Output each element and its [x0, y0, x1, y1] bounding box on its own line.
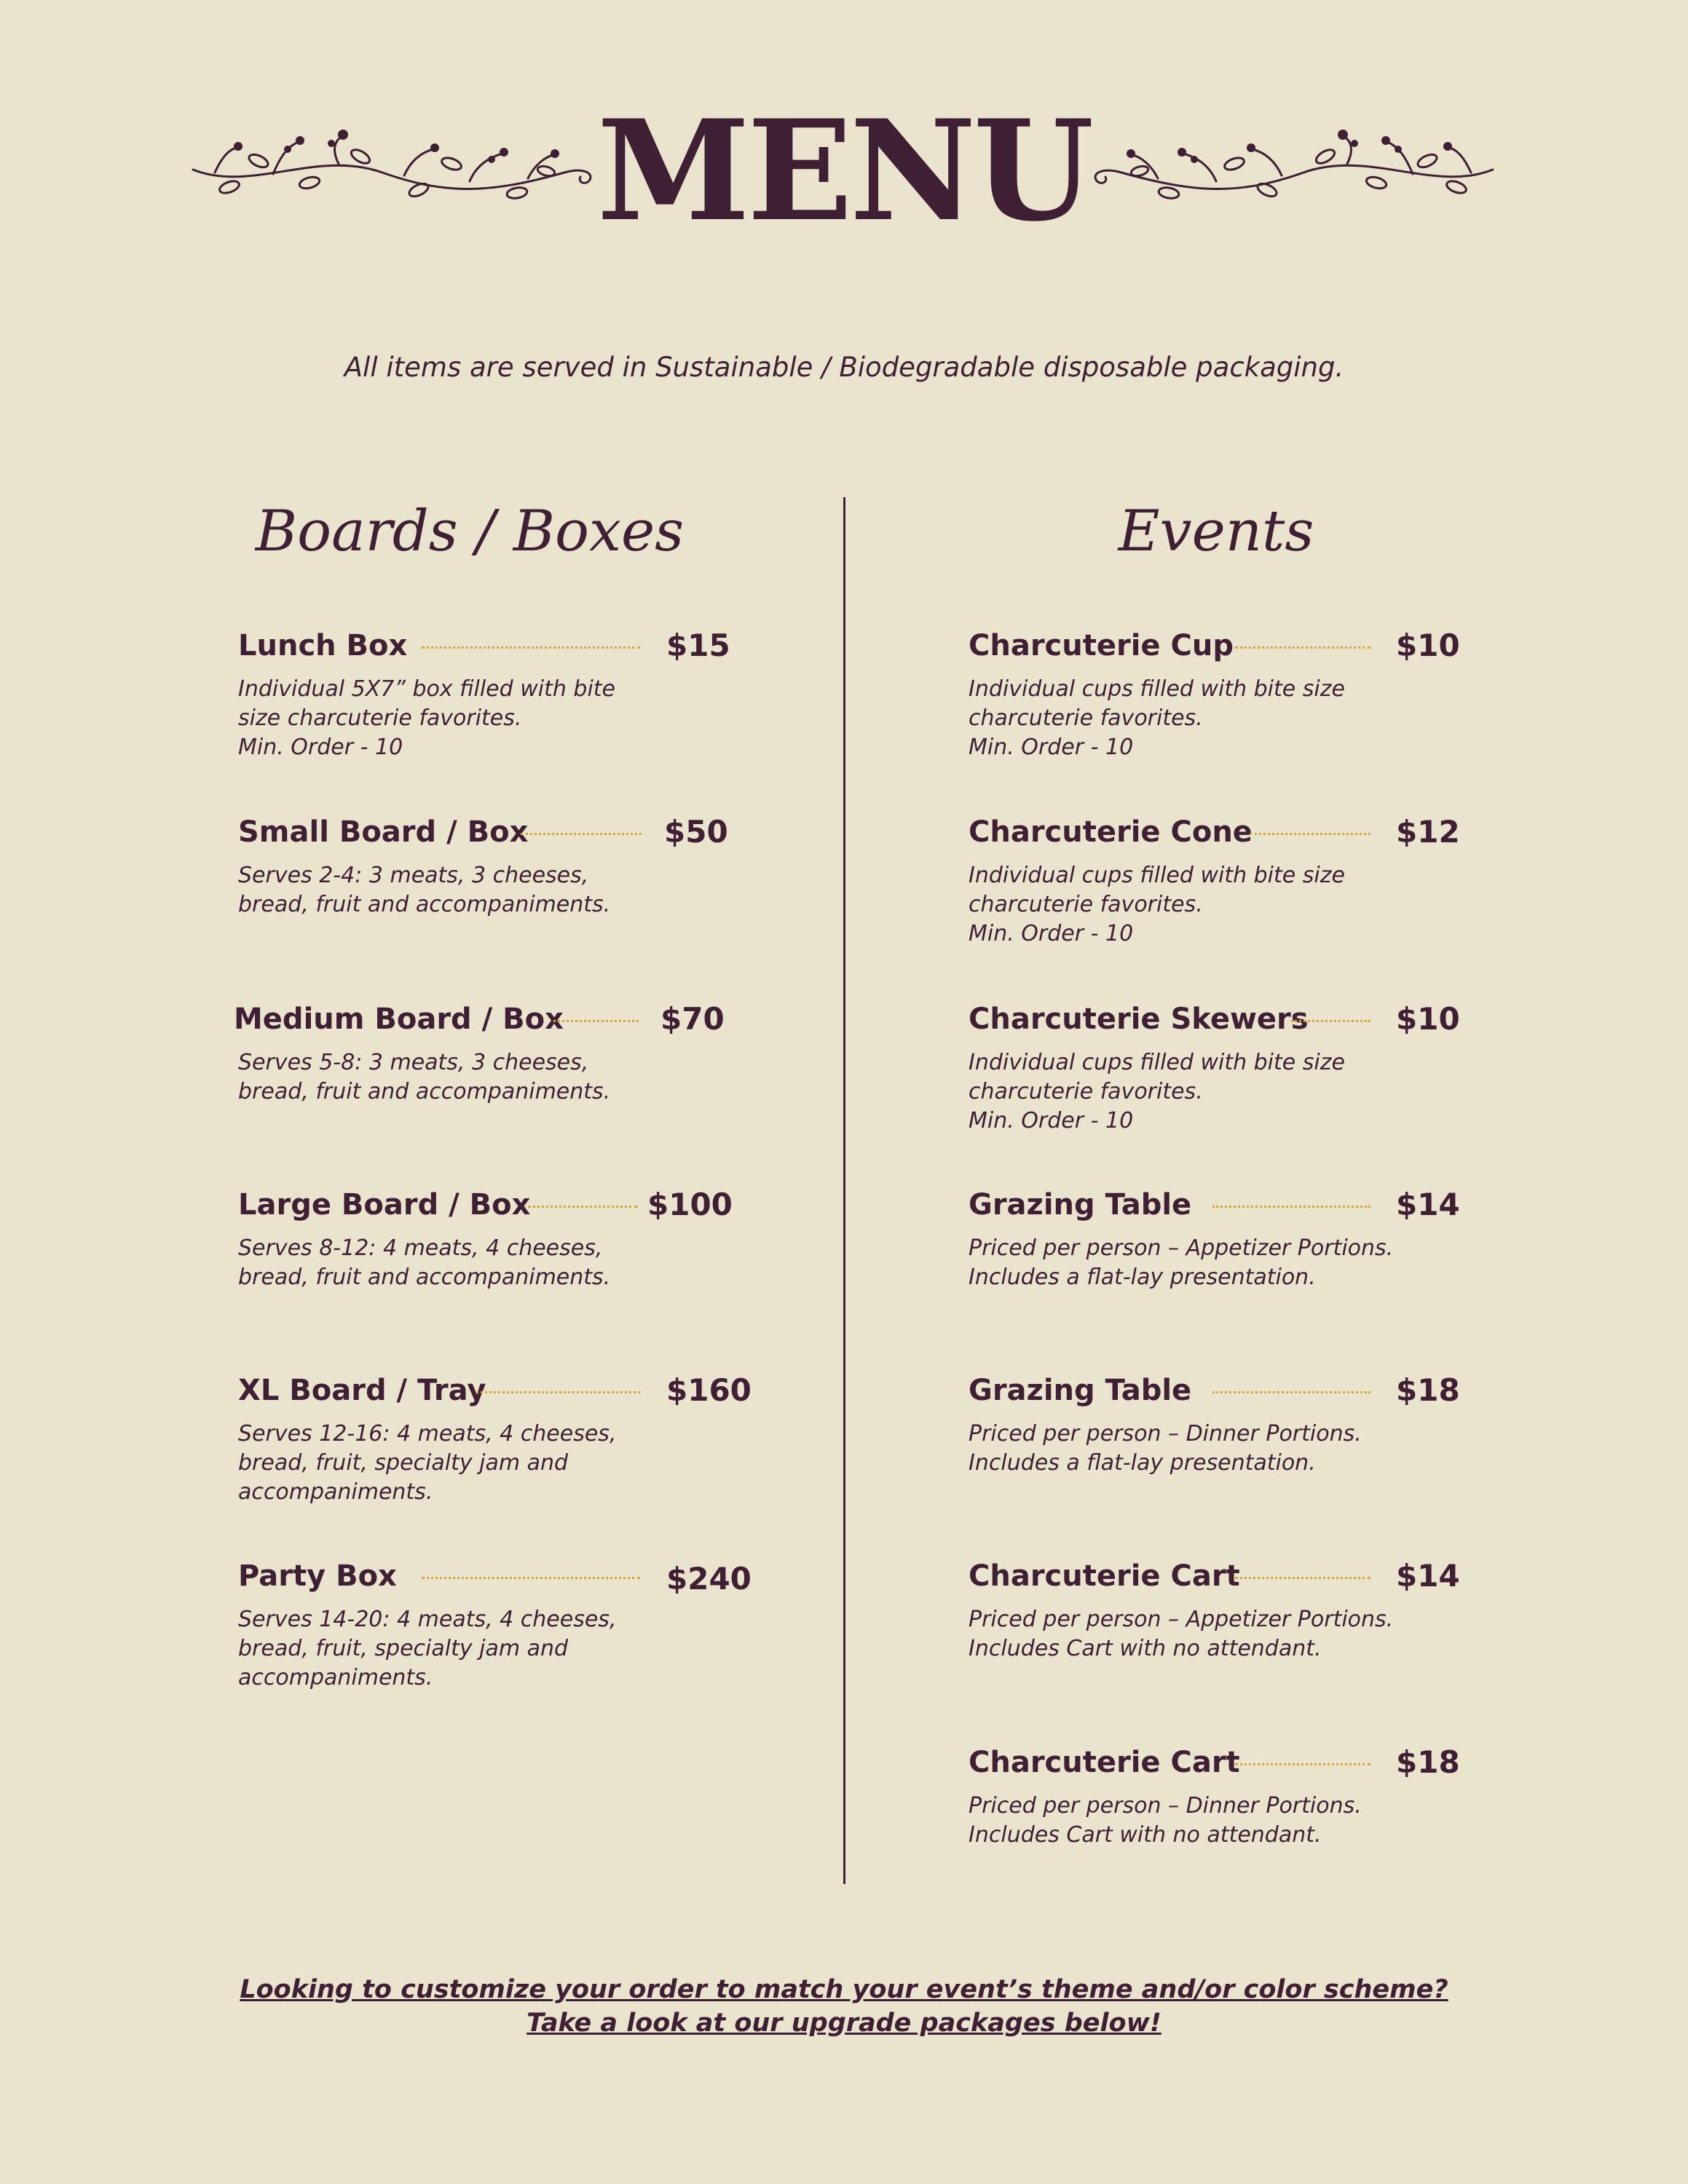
footer-line-1: Looking to customize your order to match your event’s theme and/or color scheme? [240, 1975, 1448, 2004]
item-name: Medium Board / Box [234, 1002, 564, 1036]
item-name: Grazing Table [969, 1188, 1192, 1222]
item-description: Priced per person – Appetizer Portions. Includes Cart with no attendant. [969, 1607, 1394, 1661]
item-name: Lunch Box [238, 629, 408, 662]
column-divider [843, 497, 845, 1884]
item-name: XL Board / Tray [238, 1374, 486, 1407]
dotted-leader [1212, 1206, 1370, 1208]
item-description: Individual cups filled with bite size charcuterie favorites. Min. Order - 10 [969, 1050, 1345, 1133]
item-price: $160 [666, 1372, 752, 1408]
menu-item-small-board [238, 810, 748, 919]
item-name: Charcuterie Skewers [969, 1002, 1309, 1036]
menu-item-xl-board [238, 1369, 752, 1507]
dotted-leader [553, 1020, 639, 1022]
menu-item-charcuterie-cart-dinner [969, 1741, 1478, 1850]
upgrade-packages-note [0, 1973, 1688, 2040]
dotted-leader [422, 1577, 640, 1579]
item-price: $10 [1396, 628, 1460, 663]
item-price: $18 [1396, 1744, 1460, 1780]
menu-title: MENU [596, 90, 1092, 252]
item-name: Grazing Table [969, 1374, 1192, 1407]
menu-item-party-box [238, 1554, 752, 1693]
dotted-leader [1235, 1577, 1370, 1579]
dotted-leader [476, 1391, 640, 1393]
menu-item-grazing-table-appetizer [969, 1183, 1478, 1292]
item-description: Individual cups filled with bite size charcuterie favorites. Min. Order - 10 [969, 863, 1345, 946]
item-price: $70 [660, 1001, 725, 1037]
menu-item-large-board [238, 1183, 748, 1292]
item-name: Charcuterie Cup [969, 629, 1234, 662]
dotted-leader [1212, 1391, 1370, 1393]
dotted-leader [521, 833, 642, 835]
menu-item-grazing-table-dinner [969, 1369, 1478, 1478]
item-name: Charcuterie Cone [969, 815, 1253, 849]
item-description: Priced per person – Dinner Portions. Includes Cart with no attendant. [969, 1793, 1362, 1848]
packaging-note: All items are served in Sustainable / Biodegradable disposable packaging. [344, 352, 1344, 383]
floral-vine-right-decoration [1078, 127, 1500, 215]
boards-boxes-heading: Boards / Boxes [255, 499, 685, 564]
menu-item-medium-board [234, 997, 748, 1107]
item-price: $18 [1396, 1372, 1460, 1408]
menu-item-charcuterie-skewers [969, 997, 1478, 1136]
item-description: Individual cups filled with bite size charcuterie favorites. Min. Order - 10 [969, 676, 1345, 760]
item-description: Serves 14-20: 4 meats, 4 cheeses, bread, fruit, specialty jam and accompaniments. [238, 1607, 617, 1690]
dotted-leader [1291, 1020, 1370, 1022]
item-name: Party Box [238, 1559, 397, 1593]
item-description: Priced per person – Appetizer Portions. Includes a flat-lay presentation. [969, 1235, 1394, 1290]
dotted-leader [1250, 833, 1370, 835]
item-price: $12 [1396, 814, 1460, 850]
dotted-leader [528, 1206, 637, 1208]
item-price: $14 [1396, 1558, 1460, 1594]
item-description: Individual 5X7” box filled with bite size charcuterie favorites. Min. Order - 10 [238, 676, 615, 760]
item-name: Charcuterie Cart [969, 1746, 1240, 1779]
item-description: Priced per person – Dinner Portions. Includes a flat-lay presentation. [969, 1421, 1362, 1476]
item-description: Serves 2-4: 3 meats, 3 cheeses, bread, fruit and accompaniments. [238, 863, 611, 917]
menu-item-charcuterie-cone [969, 810, 1478, 949]
footer-line-2: Take a look at our upgrade packages below! [526, 2009, 1162, 2038]
item-price: $15 [666, 628, 730, 663]
item-price: $50 [664, 814, 728, 850]
item-description: Serves 12-16: 4 meats, 4 cheeses, bread, fruit, specialty jam and accompaniments. [238, 1421, 617, 1505]
menu-item-charcuterie-cart-appetizer [969, 1554, 1478, 1663]
item-name: Charcuterie Cart [969, 1559, 1240, 1593]
dotted-leader [1235, 646, 1370, 649]
item-price: $10 [1396, 1001, 1460, 1037]
item-description: Serves 8-12: 4 meats, 4 cheeses, bread, fruit and accompaniments. [238, 1235, 611, 1290]
item-description: Serves 5-8: 3 meats, 3 cheeses, bread, fruit and accompaniments. [238, 1050, 611, 1104]
menu-item-lunch-box [238, 624, 748, 762]
dotted-leader [1235, 1763, 1370, 1765]
item-name: Small Board / Box [238, 815, 529, 849]
item-price: $240 [666, 1561, 752, 1597]
dotted-leader [422, 646, 640, 649]
events-heading: Events [1118, 499, 1314, 564]
item-price: $100 [647, 1187, 733, 1222]
menu-item-charcuterie-cup [969, 624, 1478, 762]
item-price: $14 [1396, 1187, 1460, 1222]
item-name: Large Board / Box [238, 1188, 531, 1222]
